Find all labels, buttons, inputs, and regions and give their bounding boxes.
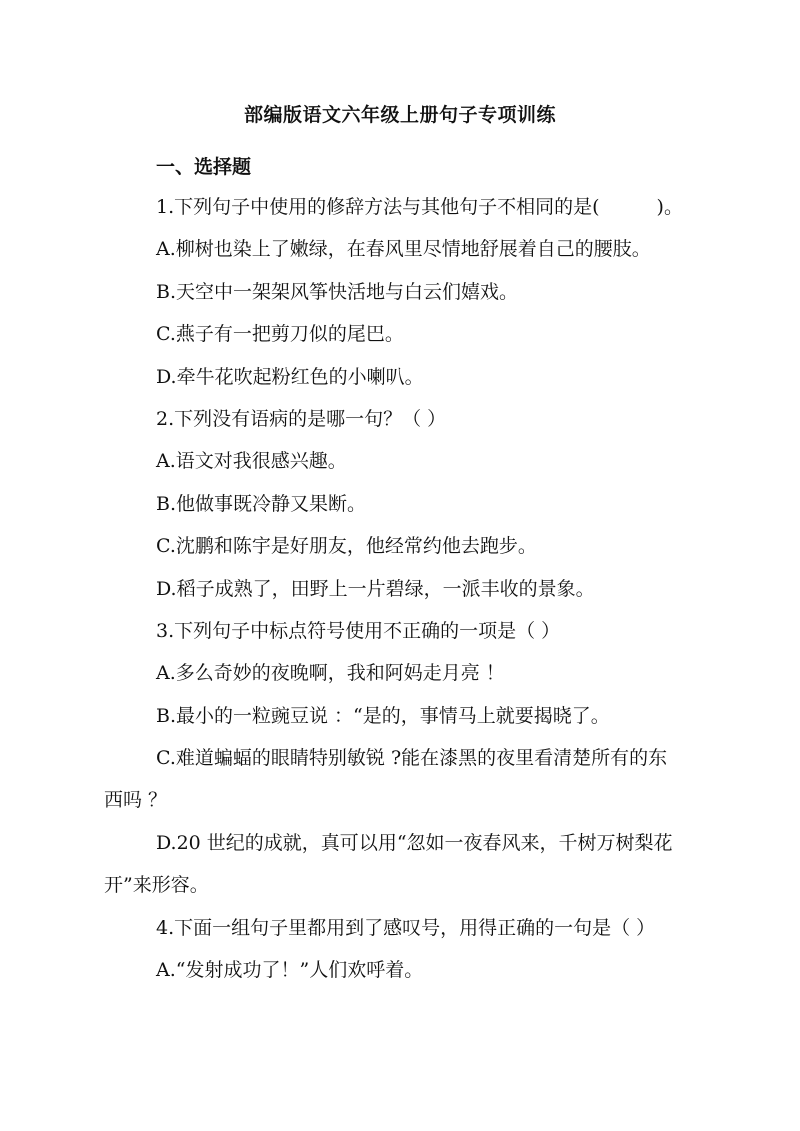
option-2c: C.沈鹏和陈宇是好朋友，他经常约他去跑步。 bbox=[156, 535, 537, 557]
option-1c: C.燕子有一把剪刀似的尾巴。 bbox=[156, 323, 404, 345]
option-3a: A.多么奇妙的夜晚啊，我和阿妈走月亮 ！ bbox=[156, 662, 505, 684]
option-2b: B.他做事既冷静又果断。 bbox=[156, 493, 367, 515]
option-2d: D.稻子成熟了，田野上一片碧绿，一派丰收的景象。 bbox=[156, 578, 595, 600]
question-3: 3.下列句子中标点符号使用不正确的一项是（ ） bbox=[156, 620, 561, 642]
option-1d: D.牵牛花吹起粉红色的小喇叭。 bbox=[156, 366, 424, 388]
option-3b: B.最小的一粒豌豆说 ：“是的，事情马上就要揭晓了。 bbox=[156, 705, 610, 727]
option-3d: D.20 世纪的成就，真可以用“忽如一夜春风来，千树万树梨花 bbox=[156, 832, 673, 854]
option-3c: C.难道蝙蝠的眼睛特别敏锐 ?能在漆黑的夜里看清楚所有的东 bbox=[156, 747, 668, 769]
question-4: 4.下面一组句子里都用到了感叹号，用得正确的一句是（ ） bbox=[156, 917, 656, 939]
option-1b: B.天空中一架架风筝快活地与白云们嬉戏。 bbox=[156, 281, 519, 303]
option-2a: A.语文对我很感兴趣。 bbox=[156, 450, 347, 472]
question-2: 2.下列没有语病的是哪一句？（ ） bbox=[156, 408, 447, 430]
option-4a: A.“发射成功了！”人们欢呼着。 bbox=[156, 959, 424, 981]
document-title: 部编版语文六年级上册句子专项训练 bbox=[243, 104, 556, 126]
option-3d-continued: 开”来形容。 bbox=[104, 874, 209, 896]
section-heading: 一、选择题 bbox=[156, 156, 252, 178]
question-1: 1.下列句子中使用的修辞方法与其他句子不相同的是( )。 bbox=[156, 196, 683, 218]
option-1a: A.柳树也染上了嫩绿，在春风里尽情地舒展着自己的腰肢。 bbox=[156, 238, 651, 260]
option-3c-continued: 西吗 ？ bbox=[104, 789, 168, 811]
